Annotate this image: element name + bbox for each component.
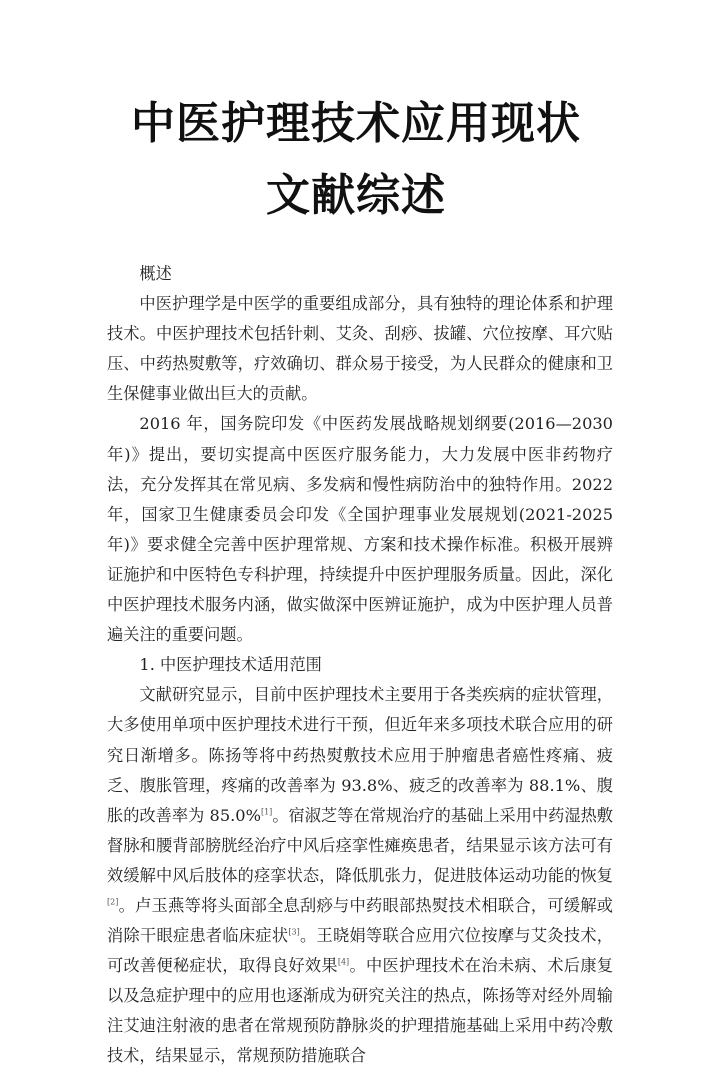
paragraph-overview-2: 2016 年，国务院印发《中医药发展战略规划纲要(2016—2030 年)》提出，要切实提高中医医疗服务能力，大力发展中医非药物疗法，充分发挥其在常见病、多发病和慢性病防治中的独特作用。2022 年，国家卫生健康委员会印发《全国护理事业发展规划(2021-2025 年)》要求健全完善中医护理常规、方案和技术操作标准。积极开展辨证施护和中医特色专科护理，持续提升中医护理服务质量。因此，深化中医护理技术服务内涵，做实做深中医辨证施护，成为中医护理人员普遍关注的重要问题。 (107, 414, 613, 645)
paragraph-overview-1: 中医护理学是中医学的重要组成部分，具有独特的理论体系和护理技术。中医护理技术包括针刺、艾灸、刮痧、拔罐、穴位按摩、耳穴贴压、中药热熨敷等，疗效确切、群众易于接受，为人民群众的健康和卫生保健事业做出巨大的贡献。 (107, 294, 613, 404)
text-segment: 。中医护理技术在治未病、术后康复以及急症护理中的应用也逐渐成为研究关注的热点，陈扬等对经外周输注艾迪注射液的患者在常规预防静脉炎的护理措施基础上采用中药冷敷技术，结果显示，常规预防措施联合 (107, 956, 614, 1066)
document-title-line-1: 中医护理技术应用现状 (131, 98, 581, 149)
section-heading-1: 1. 中医护理技术适用范围 (139, 655, 322, 675)
citation-ref-2: [2] (107, 897, 119, 907)
section-heading-overview: 概述 (139, 264, 172, 283)
text-segment: 文献研究显示，目前中医护理技术主要用于各类疾病的症状管理，大多使用单项中医护理技术进行干预，但近年来多项技术联合应用的研究日渐增多。陈扬等将中药热熨敷技术应用于肿瘤患者癌性疼痛、疲乏、腹胀管理，疼痛的改善率为 93.8%、疲乏的改善率为 88.1%、腹胀的改善率为 85.0% (107, 685, 613, 825)
text-segment: 。宿淑芝等在常规治疗的基础上采用中药湿热敷督脉和腰背部膀胱经治疗中风后痉挛性瘫痪患者，结果显示该方法可有效缓解中风后肢体的痉挛状态，降低肌张力，促进肢体运动功能的恢复 (107, 805, 613, 885)
text-segment: 。卢玉燕等将头面部全息刮痧与中药眼部热熨技术相联合，可缓解或消除干眼症患者临床症状 (107, 895, 613, 946)
citation-ref-4: [4] (337, 957, 350, 967)
document-body (107, 259, 613, 1072)
text-segment: 。王晓娟等联合应用穴位按摩与艾灸技术，可改善便秘症状，取得良好效果 (107, 926, 613, 976)
citation-ref-1: [1] (260, 807, 273, 817)
citation-ref-3: [3] (288, 927, 300, 937)
document-title-line-2: 文献综述 (266, 170, 446, 221)
paragraph-section-1 (107, 680, 613, 1071)
